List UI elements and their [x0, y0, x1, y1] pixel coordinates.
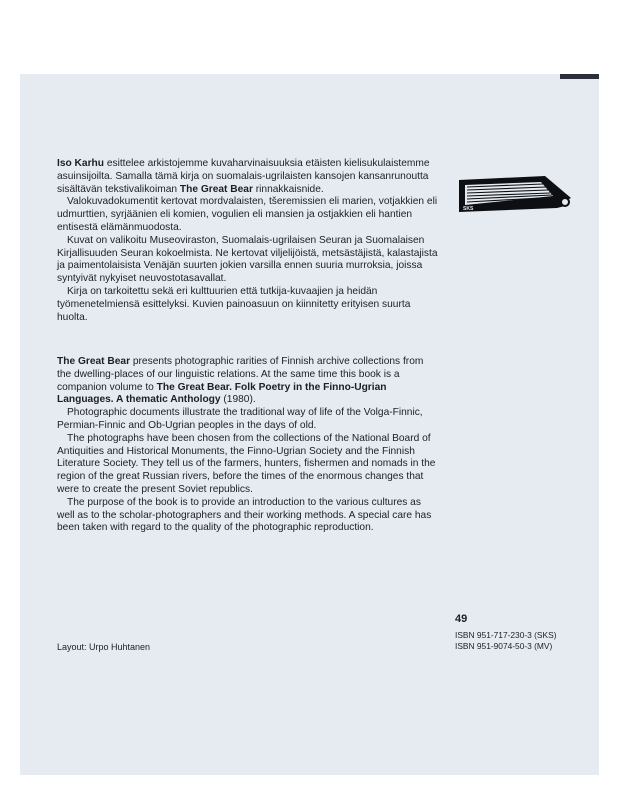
finnish-paragraph-1: Iso Karhu esittelee arkistojemme kuvaharvinaisuuksia etäisten kielisukulaistemme asuinsijoilta. Samalla tämä kirja on suomalais-ugrilaisten kansojen kansanrunoutta sisältävän tekstivalikoiman The Great Bear rinnakkaisnide. — [57, 158, 430, 195]
cover-spine-edge — [560, 74, 599, 79]
layout-credit: Layout: Urpo Huhtanen — [57, 642, 151, 652]
finnish-paragraph-3: Kuvat on valikoitu Museoviraston, Suomalais-ugrilaisen Seuran ja Suomalaisen Kirjallisuuden Seuran kokoelmista. Ne kertovat viljelijöistä, metsästäjistä, kalastajista ja paimentolaisista Venäjän suurten jokien varsilla ennen suuria murroksia, joissa syntyivät nykyiset neuvostotasavallat. — [57, 234, 438, 285]
finnish-paragraph-2: Valokuvadokumentit kertovat mordvalaisten, tšeremissien eli marien, votjakkien eli udmurttien, syrjäänien eli komien, vogulien eli mansien ja ostjakkien eli hantien entisestä elämänmuodosta. — [57, 196, 438, 233]
english-paragraph-3: The photographs have been chosen from the collections of the National Board of Antiquities and Historical Monuments, the Finno-Ugrian Society and the Finnish Literature Society. They tell us of the farmers, hunters, fishermen and nomads in the region of the great Russian rivers, before the times of the enormous changes that were to create the present Soviet republics. — [57, 432, 436, 495]
english-paragraph-1: The Great Bear presents photographic rarities of Finnish archive collections from the dwelling-places of our linguistic relations. At the same time this book is a companion volume to The Great Bear. Folk Poetry in the Finno-Ugrian Languages. A thematic Anthology (1980). — [57, 356, 424, 406]
logo-label: SKS — [463, 206, 474, 212]
finnish-blurb — [57, 158, 440, 324]
isbn-sks: ISBN 951-717-230-3 (SKS) — [455, 630, 557, 640]
english-paragraph-4: The purpose of the book is to provide an introduction to the various cultures as well as to the scholar-photographers and their working methods. A special care has been taken with regard to the quality of the photographic reproduction. — [57, 496, 432, 534]
finnish-paragraph-4: Kirja on tarkoitettu sekä eri kulttuurien että tutkija-kuvaajien ja heidän työmenetelmiensä esittelyksi. Kuvien painoasuun on kiinnitetty erityisen suurta huolta. — [57, 285, 411, 323]
english-paragraph-2: Photographic documents illustrate the traditional way of life of the Volga-Finnic, Permian-Finnic and Ob-Ugrian peoples in the days of old. — [57, 407, 423, 431]
isbn-mv: ISBN 951-9074-50-3 (MV) — [455, 641, 553, 651]
english-blurb — [57, 356, 440, 535]
price: 49 — [455, 613, 468, 625]
kantele-logo-icon — [453, 168, 573, 218]
